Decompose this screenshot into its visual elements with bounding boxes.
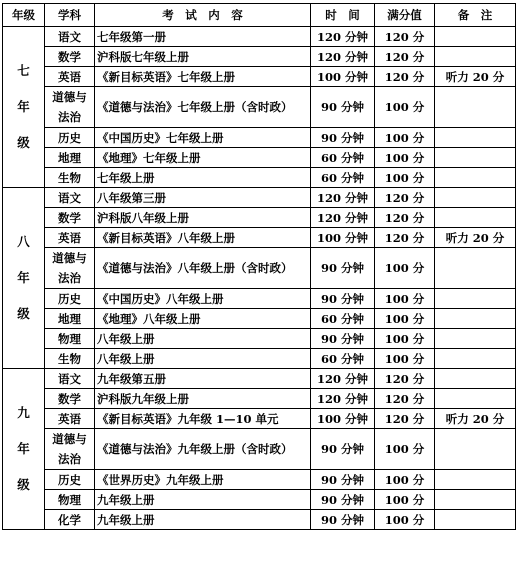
score-cell: 120 分 [375, 67, 435, 87]
score-cell: 100 分 [375, 470, 435, 490]
content-cell: 沪科版九年级上册 [95, 389, 311, 409]
time-cell: 120 分钟 [311, 47, 375, 67]
table-row [3, 309, 516, 329]
time-cell: 90 分钟 [311, 289, 375, 309]
table-row [3, 168, 516, 188]
note-cell [435, 47, 516, 67]
time-cell: 90 分钟 [311, 510, 375, 530]
subject-cell: 历史 [45, 470, 95, 490]
content-cell: 《中国历史》八年级上册 [95, 289, 311, 309]
subject-cell: 生物 [45, 349, 95, 369]
time-cell: 90 分钟 [311, 128, 375, 148]
subject-cell: 地理 [45, 148, 95, 168]
subject-cell: 化学 [45, 510, 95, 530]
content-cell: 《地理》八年级上册 [95, 309, 311, 329]
time-cell: 60 分钟 [311, 148, 375, 168]
note-cell [435, 289, 516, 309]
grade-label-char: 九 [17, 405, 30, 420]
score-cell: 100 分 [375, 289, 435, 309]
note-cell [435, 389, 516, 409]
subject-cell: 英语 [45, 67, 95, 87]
content-cell: 《中国历史》七年级上册 [95, 128, 311, 148]
time-cell: 60 分钟 [311, 309, 375, 329]
score-cell: 100 分 [375, 490, 435, 510]
table-body [3, 27, 516, 530]
content-cell: 七年级第一册 [95, 27, 311, 47]
time-cell: 90 分钟 [311, 490, 375, 510]
score-cell: 120 分 [375, 47, 435, 67]
grade-label-char: 级 [17, 135, 30, 150]
subject-cell: 物理 [45, 490, 95, 510]
score-cell: 120 分 [375, 389, 435, 409]
content-cell: 《世界历史》九年级上册 [95, 470, 311, 490]
subject-cell: 英语 [45, 228, 95, 248]
note-cell: 听力 20 分 [435, 67, 516, 87]
content-cell: 九年级上册 [95, 510, 311, 530]
header-row [3, 4, 516, 27]
score-cell: 100 分 [375, 148, 435, 168]
content-cell: 沪科版八年级上册 [95, 208, 311, 228]
content-cell: 《道德与法治》八年级上册（含时政） [95, 248, 311, 289]
score-cell: 120 分 [375, 369, 435, 389]
header-full-score: 满分值 [375, 4, 435, 27]
time-cell: 100 分钟 [311, 228, 375, 248]
content-cell: 《地理》七年级上册 [95, 148, 311, 168]
time-cell: 120 分钟 [311, 369, 375, 389]
content-cell: 九年级第五册 [95, 369, 311, 389]
grade-label-char: 年 [17, 270, 30, 285]
table-row [3, 470, 516, 490]
table-row [3, 329, 516, 349]
table-row [3, 510, 516, 530]
table-row [3, 429, 516, 470]
score-cell: 100 分 [375, 87, 435, 128]
table-row [3, 248, 516, 289]
note-cell [435, 128, 516, 148]
subject-cell: 数学 [45, 389, 95, 409]
table-row [3, 349, 516, 369]
subject-cell: 道德与法治 [45, 248, 95, 289]
content-cell: 《新目标英语》七年级上册 [95, 67, 311, 87]
content-cell: 《道德与法治》九年级上册（含时政） [95, 429, 311, 470]
table-row [3, 128, 516, 148]
note-cell: 听力 20 分 [435, 409, 516, 429]
subject-cell: 语文 [45, 369, 95, 389]
table-row [3, 148, 516, 168]
content-cell: 九年级上册 [95, 490, 311, 510]
grade-label-char: 年 [17, 441, 30, 456]
score-cell: 100 分 [375, 429, 435, 470]
score-cell: 100 分 [375, 510, 435, 530]
note-cell [435, 248, 516, 289]
time-cell: 100 分钟 [311, 409, 375, 429]
time-cell: 90 分钟 [311, 329, 375, 349]
score-cell: 100 分 [375, 128, 435, 148]
grade-label-cell [3, 188, 45, 369]
table-row [3, 67, 516, 87]
grade-label-char: 级 [17, 306, 30, 321]
note-cell [435, 510, 516, 530]
content-cell: 七年级上册 [95, 168, 311, 188]
subject-cell: 数学 [45, 47, 95, 67]
time-cell: 90 分钟 [311, 470, 375, 490]
time-cell: 90 分钟 [311, 87, 375, 128]
header-time: 时 间 [311, 4, 375, 27]
note-cell [435, 369, 516, 389]
score-cell: 120 分 [375, 228, 435, 248]
score-cell: 100 分 [375, 309, 435, 329]
score-cell: 100 分 [375, 168, 435, 188]
score-cell: 120 分 [375, 188, 435, 208]
content-cell: 八年级上册 [95, 349, 311, 369]
note-cell [435, 490, 516, 510]
note-cell [435, 208, 516, 228]
content-cell: 《新目标英语》八年级上册 [95, 228, 311, 248]
table-row [3, 289, 516, 309]
note-cell [435, 470, 516, 490]
note-cell [435, 329, 516, 349]
time-cell: 100 分钟 [311, 67, 375, 87]
note-cell [435, 87, 516, 128]
table-row [3, 389, 516, 409]
header-subject: 学科 [45, 4, 95, 27]
table-row [3, 188, 516, 208]
time-cell: 120 分钟 [311, 188, 375, 208]
table-row [3, 369, 516, 389]
content-cell: 《道德与法治》七年级上册（含时政） [95, 87, 311, 128]
grade-label-char: 年 [17, 99, 30, 114]
table-row [3, 87, 516, 128]
score-cell: 120 分 [375, 409, 435, 429]
table-row [3, 27, 516, 47]
score-cell: 100 分 [375, 329, 435, 349]
content-cell: 八年级上册 [95, 329, 311, 349]
grade-label-cell [3, 27, 45, 188]
grade-label-char: 七 [17, 63, 30, 78]
time-cell: 60 分钟 [311, 168, 375, 188]
time-cell: 120 分钟 [311, 389, 375, 409]
score-cell: 100 分 [375, 248, 435, 289]
content-cell: 《新目标英语》九年级 1—10 单元 [95, 409, 311, 429]
subject-cell: 地理 [45, 309, 95, 329]
header-grade: 年级 [3, 4, 45, 27]
note-cell [435, 148, 516, 168]
subject-cell: 历史 [45, 289, 95, 309]
header-note: 备 注 [435, 4, 516, 27]
subject-cell: 道德与法治 [45, 429, 95, 470]
time-cell: 90 分钟 [311, 248, 375, 289]
time-cell: 60 分钟 [311, 349, 375, 369]
subject-cell: 英语 [45, 409, 95, 429]
content-cell: 八年级第三册 [95, 188, 311, 208]
note-cell [435, 349, 516, 369]
table-row [3, 409, 516, 429]
note-cell [435, 309, 516, 329]
time-cell: 120 分钟 [311, 208, 375, 228]
note-cell: 听力 20 分 [435, 228, 516, 248]
note-cell [435, 168, 516, 188]
time-cell: 120 分钟 [311, 27, 375, 47]
grade-label-char: 级 [17, 477, 30, 492]
subject-cell: 道德与法治 [45, 87, 95, 128]
subject-cell: 生物 [45, 168, 95, 188]
note-cell [435, 27, 516, 47]
score-cell: 100 分 [375, 349, 435, 369]
score-cell: 120 分 [375, 208, 435, 228]
grade-label-char: 八 [17, 234, 30, 249]
grade-label-cell [3, 369, 45, 530]
subject-cell: 数学 [45, 208, 95, 228]
subject-cell: 历史 [45, 128, 95, 148]
subject-cell: 语文 [45, 27, 95, 47]
subject-cell: 语文 [45, 188, 95, 208]
header-content: 考 试 内 容 [95, 4, 311, 27]
note-cell [435, 429, 516, 470]
content-cell: 沪科版七年级上册 [95, 47, 311, 67]
table-row [3, 228, 516, 248]
subject-cell: 物理 [45, 329, 95, 349]
exam-schedule-table [2, 3, 516, 530]
time-cell: 90 分钟 [311, 429, 375, 470]
table-row [3, 208, 516, 228]
note-cell [435, 188, 516, 208]
table-row [3, 490, 516, 510]
table-row [3, 47, 516, 67]
score-cell: 120 分 [375, 27, 435, 47]
